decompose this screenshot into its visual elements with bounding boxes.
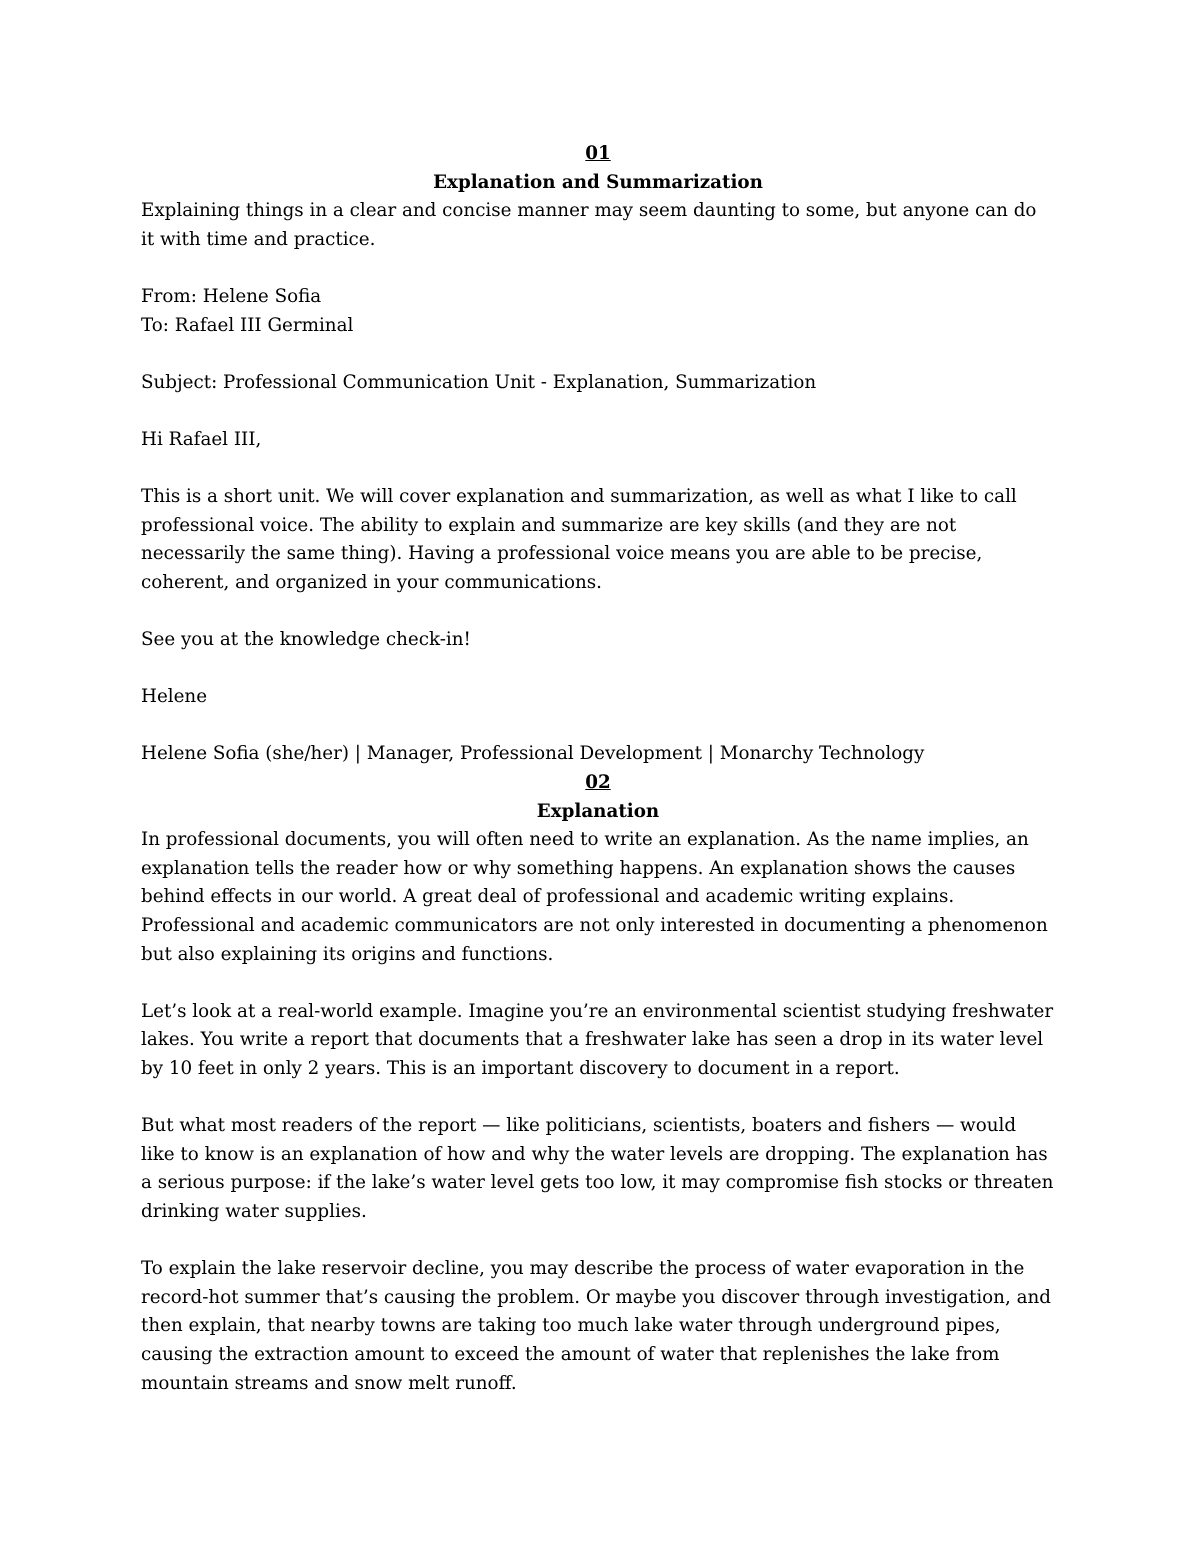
section1-intro: Explaining things in a clear and concise manner may seem daunting to some, but anyone can do it with time and practice.: [141, 200, 1037, 250]
section-number-02: 02: [585, 772, 611, 794]
spacer: [141, 655, 1055, 684]
email-greeting: Hi Rafael III,: [141, 428, 262, 450]
email-signature-name: Helene: [141, 686, 208, 708]
spacer: [141, 254, 1055, 283]
email-to: To: Rafael III Germinal: [141, 314, 354, 336]
section2-paragraph: But what most readers of the report — like politicians, scientists, boaters and fishers — would like to know is an explanation of how and why the water levels are dropping. The explanation has a serious purpose: if the lake’s water level gets too low, it may compromise fish stocks or threaten drinking water supplies.: [141, 1115, 1054, 1222]
spacer: [141, 340, 1055, 369]
section-title-explanation-and-summarization: Explanation and Summarization: [433, 171, 763, 193]
spacer: [141, 598, 1055, 627]
section-number-01: 01: [585, 143, 611, 164]
spacer: [141, 1227, 1055, 1256]
spacer: [141, 969, 1055, 998]
section2-paragraph: In professional documents, you will often need to write an explanation. As the name implies, an explanation tells the reader how or why something happens. An explanation shows the causes behind effects in our world. A great deal of professional and academic writing explains. Professional and academic communicators are not only interested in documenting a phenomenon but also explaining its origins and functions.: [141, 829, 1048, 965]
section-title-explanation: Explanation: [536, 800, 660, 822]
spacer: [141, 455, 1055, 484]
section2-paragraph: To explain the lake reservoir decline, you may describe the process of water evaporation in the record-hot summer that’s causing the problem. Or maybe you discover through investigation, and then explain, that nearby towns are taking too much lake water through underground pipes, causing the extraction amount to exceed the amount of water that replenishes the lake from mountain streams and snow melt runoff.: [141, 1258, 1051, 1394]
email-signature-line: Helene Sofia (she/her) | Manager, Professional Development | Monarchy Technology: [141, 743, 925, 765]
spacer: [141, 397, 1055, 426]
email-from: From: Helene Sofia: [141, 285, 322, 307]
spacer: [141, 712, 1055, 741]
spacer: [141, 1084, 1055, 1113]
email-body: This is a short unit. We will cover explanation and summarization, as well as what I like to call professional voice. The ability to explain and summarize are key skills (and they are not necessarily the same thing). Having a professional voice means you are able to be precise, coherent, and organized in your communications.: [141, 486, 1017, 593]
section2-paragraph: Let’s look at a real-world example. Imagine you’re an environmental scientist studying freshwater lakes. You write a report that documents that a freshwater lake has seen a drop in its water level by 10 feet in only 2 years. This is an important discovery to document in a report.: [141, 1000, 1054, 1079]
email-subject: Subject: Professional Communication Unit - Explanation, Summarization: [141, 371, 817, 393]
email-closing: See you at the knowledge check-in!: [141, 629, 471, 651]
